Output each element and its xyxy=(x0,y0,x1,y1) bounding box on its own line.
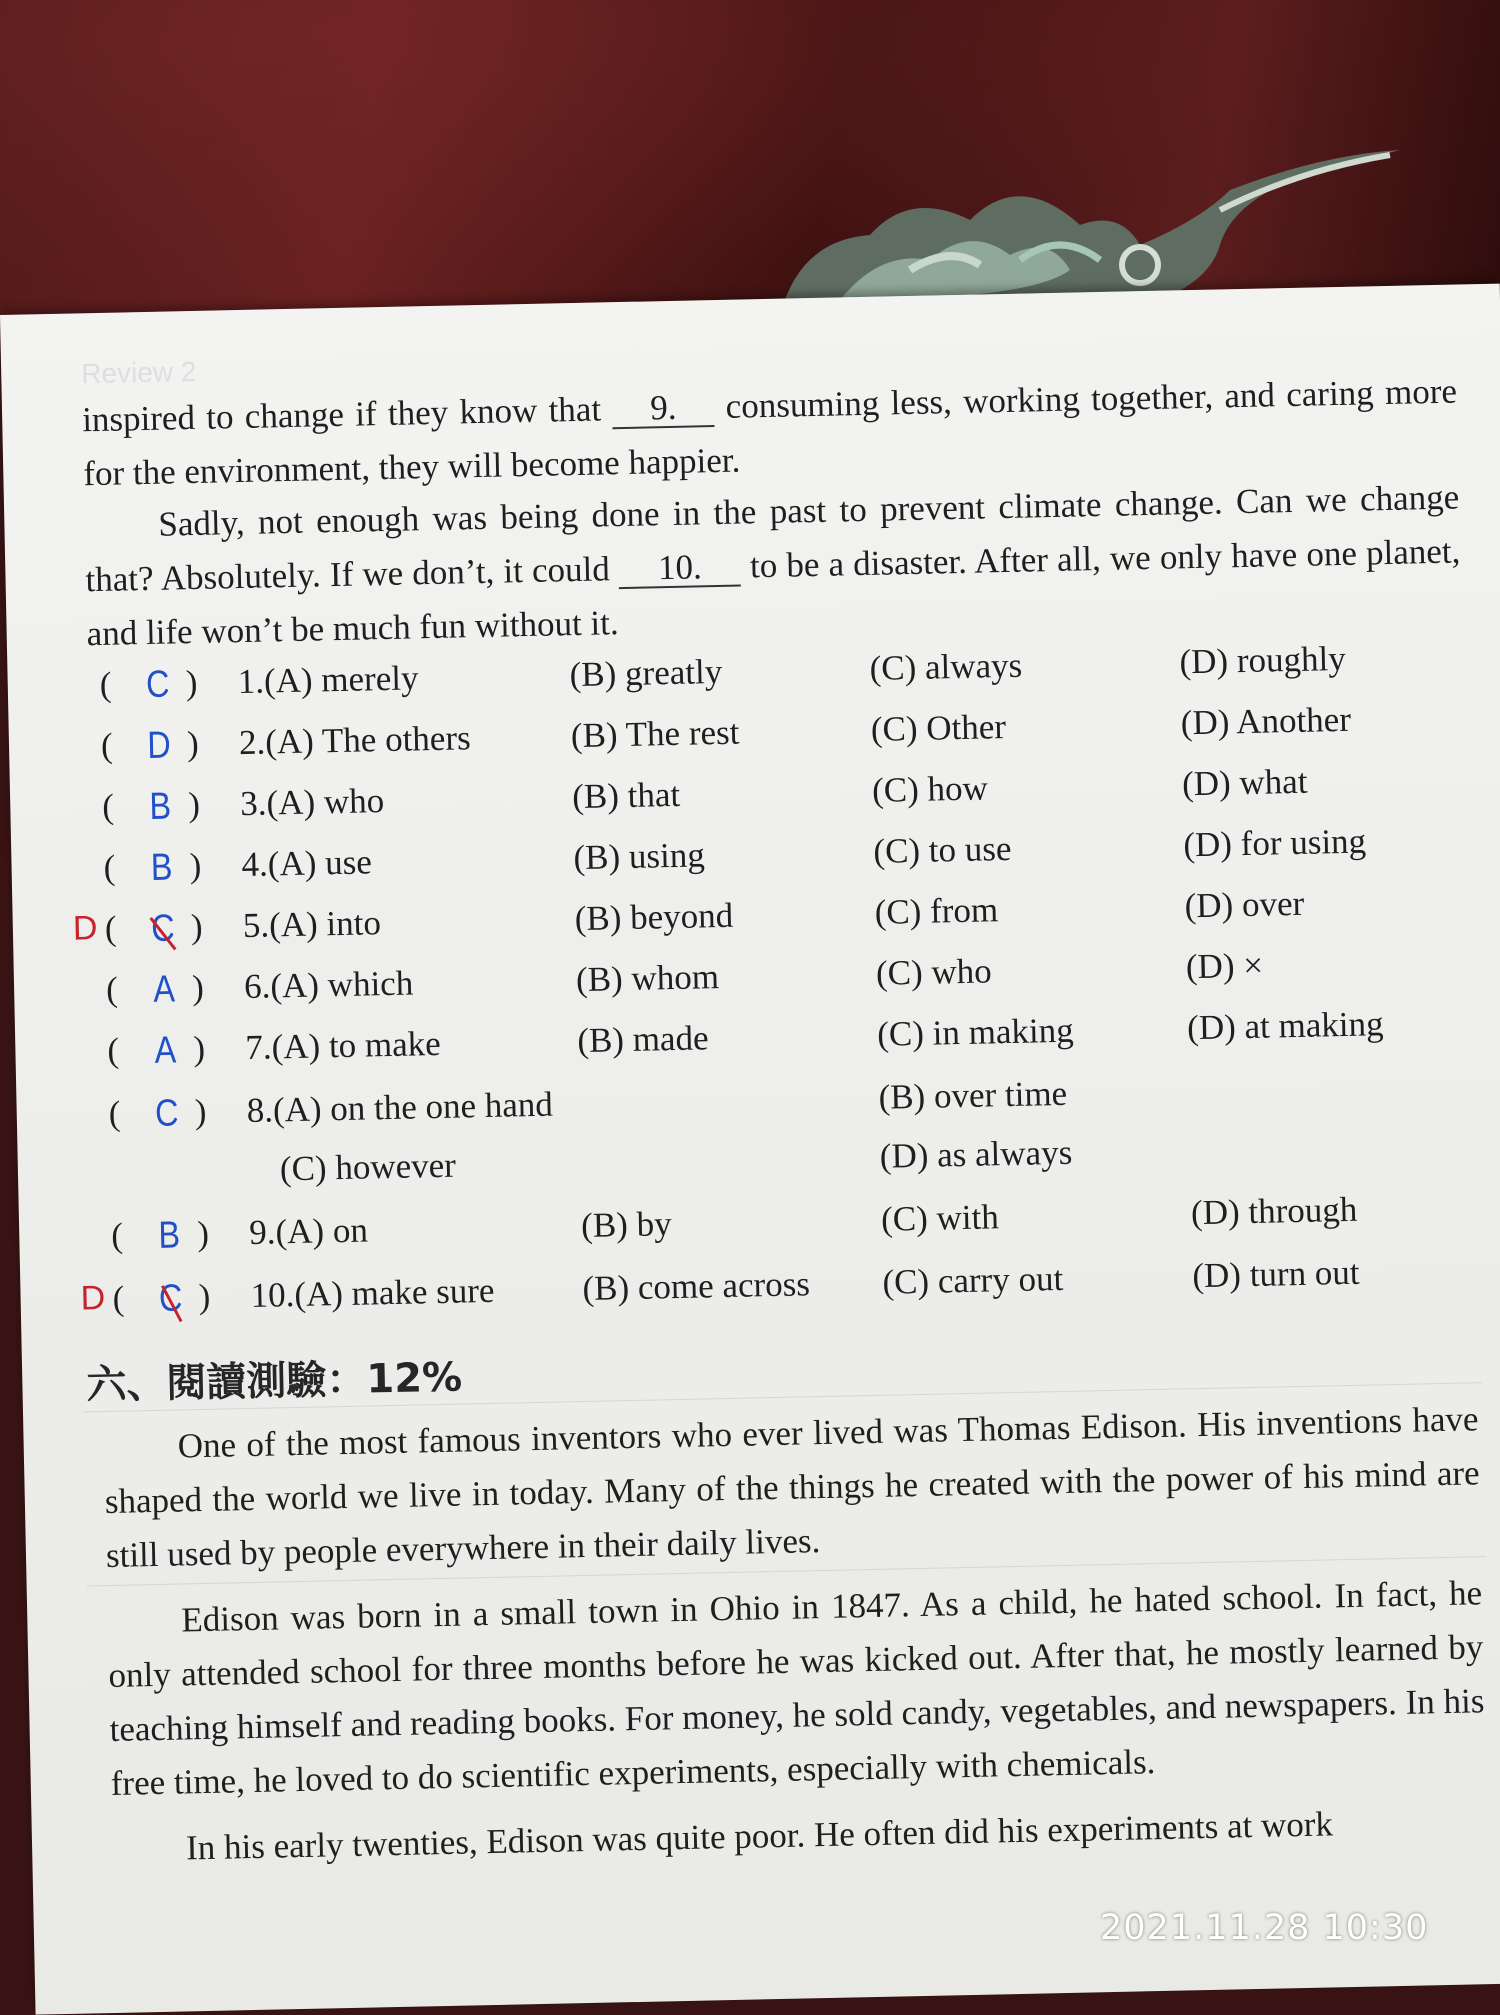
option-d: (D) what xyxy=(1181,761,1308,804)
handwritten-answer: C xyxy=(154,1092,179,1135)
question-option-a xyxy=(244,963,414,1007)
open-paren: ( xyxy=(101,786,115,826)
question-number: 10. xyxy=(250,1275,295,1315)
option-a: (A) to make xyxy=(271,1023,442,1067)
question-option-a xyxy=(240,781,385,824)
close-paren: ) xyxy=(187,784,201,825)
handwritten-answer: D xyxy=(146,724,172,768)
option-a: (A) merely xyxy=(263,658,419,701)
option-c: (C) how xyxy=(871,768,989,810)
option-c: (C) with xyxy=(880,1197,1000,1239)
question-number: 4. xyxy=(241,844,269,885)
option-c: (C) carry out xyxy=(882,1258,1064,1302)
question-number: 1. xyxy=(237,661,265,702)
handwritten-correction: D xyxy=(80,1279,106,1318)
handwritten-answer: B xyxy=(149,785,172,828)
option-a: (A) make sure xyxy=(293,1270,495,1315)
question-number: 2. xyxy=(238,722,266,763)
question-option-a xyxy=(242,903,381,946)
option-d: (D) × xyxy=(1185,945,1264,987)
open-paren: ( xyxy=(103,847,116,887)
question-option-a xyxy=(237,658,419,702)
option-d: (D) turn out xyxy=(1191,1252,1360,1296)
page-header: Review 2 xyxy=(80,355,197,390)
passage-text: Sadly, not enough was being done in the past to prevent climate change. Can we change that? Absolutely. If we don’t, it could xyxy=(85,477,1460,600)
question-number: 7. xyxy=(244,1027,273,1068)
option-b: (B) by xyxy=(580,1204,672,1246)
open-paren: ( xyxy=(100,725,114,765)
option-a: (A) which xyxy=(269,963,414,1006)
reading-paragraph-2: Edison was born in a small town in Ohio in 1847. As a child, he hated school. In fact, he only attended school for three months before he was kicked out. After that, he mostly learned by teaching himself and reading books. For money, he sold candy, vegetables, and newspapers. In his free time, he loved to do scientific experiments, especially with chemicals. xyxy=(108,1573,1485,1803)
question-number: 9. xyxy=(248,1212,276,1252)
option-b: (B) The rest xyxy=(570,712,740,756)
option-b: (B) over time xyxy=(878,1073,1068,1117)
option-a: (A) into xyxy=(268,903,382,945)
option-b: (B) that xyxy=(571,774,681,817)
option-b: (B) whom xyxy=(575,957,720,1000)
handwritten-answer: B xyxy=(150,846,173,889)
option-c: (C) always xyxy=(869,645,1023,688)
question-number: 6. xyxy=(243,966,271,1007)
passage-text: consuming less, working together, and caring more for the environment, they will become happier. xyxy=(82,371,1458,494)
option-d: (D) over xyxy=(1184,883,1305,926)
open-paren: ( xyxy=(99,664,112,704)
option-a: (A) use xyxy=(267,842,373,884)
option-c: (C) to use xyxy=(873,828,1012,871)
option-c: (C) from xyxy=(874,890,999,932)
question-number: 8. xyxy=(246,1090,274,1131)
close-paren: ) xyxy=(186,723,200,764)
textbook-page xyxy=(0,284,1500,2015)
open-paren: ( xyxy=(110,1215,124,1255)
option-a: (A) The others xyxy=(264,718,472,762)
blank-10: 10. xyxy=(619,549,742,590)
option-a: (A) who xyxy=(266,781,385,823)
close-paren: ) xyxy=(196,1213,210,1254)
option-d: (D) through xyxy=(1190,1189,1358,1233)
option-d: (D) roughly xyxy=(1179,638,1347,682)
question-option-a xyxy=(245,1024,441,1068)
option-b: (B) greatly xyxy=(569,651,723,695)
question-option-a xyxy=(246,1085,553,1131)
photo-timestamp: 2021.11.28 10:30 xyxy=(1100,1908,1429,1948)
handwritten-answer: C xyxy=(145,663,170,707)
close-paren: ) xyxy=(191,967,205,1008)
handwritten-answer-crossed: C xyxy=(158,1277,183,1320)
handwritten-answer: A xyxy=(152,968,176,1011)
blank-9: 9. xyxy=(612,389,715,429)
option-b: (B) using xyxy=(573,835,706,878)
red-cross-mark-icon xyxy=(152,1283,189,1324)
close-paren: ) xyxy=(189,845,202,886)
question-option-a xyxy=(250,1271,495,1316)
reading-paragraph-3: In his early twenties, Edison was quite poor. He often did his experiments at work xyxy=(185,1804,1334,1868)
red-cross-mark-icon xyxy=(145,913,182,954)
open-paren: ( xyxy=(104,908,117,948)
passage-paragraph-2 xyxy=(84,470,1462,661)
handwritten-correction: D xyxy=(72,909,98,948)
option-a: (A) on xyxy=(275,1210,369,1252)
handwritten-answer-crossed: C xyxy=(150,907,175,950)
close-paren: ) xyxy=(185,662,198,703)
question-option-a xyxy=(249,1211,368,1253)
option-c: (C) Other xyxy=(870,707,1007,749)
option-b: (B) made xyxy=(576,1018,709,1061)
close-paren: ) xyxy=(190,906,203,947)
close-paren: ) xyxy=(198,1276,211,1317)
close-paren: ) xyxy=(192,1028,206,1069)
open-paren: ( xyxy=(105,969,119,1009)
question-number: 3. xyxy=(239,783,267,824)
option-d: (D) for using xyxy=(1182,821,1367,865)
option-c: (C) who xyxy=(875,951,993,993)
option-c: (C) however xyxy=(279,1145,457,1189)
option-d: (D) Another xyxy=(1180,699,1352,743)
section-title: 六、閱讀測驗：12% xyxy=(85,1354,463,1409)
option-d: (D) at making xyxy=(1186,1004,1384,1048)
question-number: 5. xyxy=(242,905,270,946)
close-paren: ) xyxy=(194,1091,207,1132)
option-c: (C) in making xyxy=(876,1010,1074,1054)
handwritten-answer: B xyxy=(158,1214,181,1257)
open-paren: ( xyxy=(107,1030,120,1070)
passage-text: inspired to change if they know that xyxy=(81,389,602,440)
option-a: (A) on the one hand xyxy=(272,1084,554,1130)
question-option-a xyxy=(241,842,372,885)
open-paren: ( xyxy=(112,1278,125,1318)
option-d: (D) as always xyxy=(879,1132,1073,1176)
option-b: (B) come across xyxy=(582,1264,811,1309)
option-b: (B) beyond xyxy=(574,895,734,939)
question-option-a xyxy=(239,718,471,763)
open-paren: ( xyxy=(108,1093,121,1133)
handwritten-answer: A xyxy=(154,1029,177,1072)
reading-paragraph-1: One of the most famous inventors who ever lived was Thomas Edison. His inventions have shaped the world we live in today. Many of the things he created with the power of his mind are still used by people everywhere in their daily lives. xyxy=(104,1399,1480,1576)
passage-text: to be a disaster. After all, we only have one planet, and life won’t be much fun without it. xyxy=(86,531,1461,654)
